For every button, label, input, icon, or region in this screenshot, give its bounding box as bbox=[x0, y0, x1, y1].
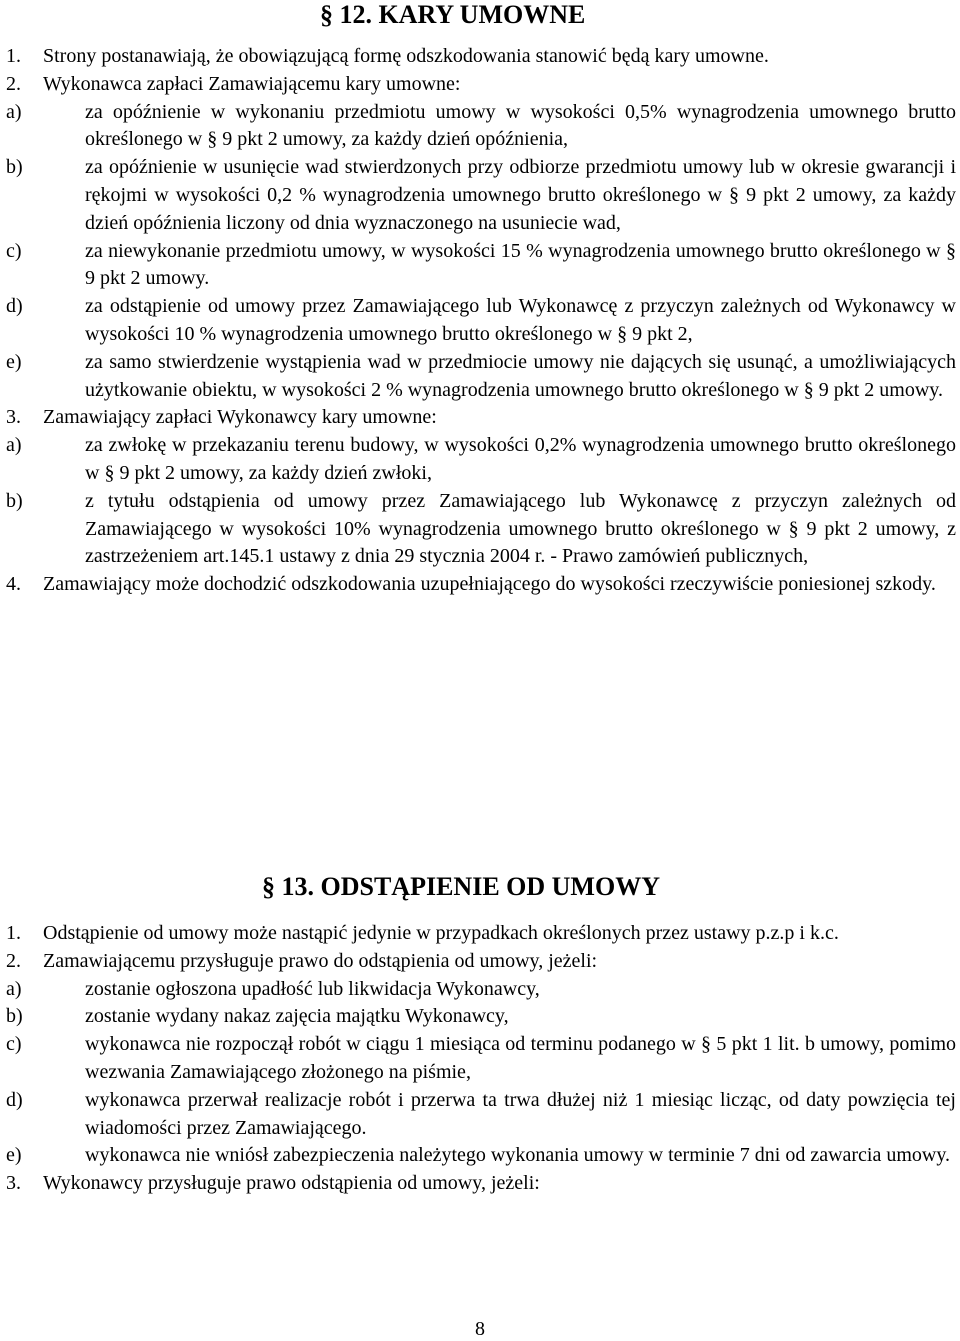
item-text: Zamawiający zapłaci Wykonawcy kary umowne: bbox=[43, 406, 437, 429]
section-12-item-4 bbox=[6, 571, 956, 599]
section-13-item-2-sub-a bbox=[6, 976, 956, 1004]
sub-label: c) bbox=[6, 239, 22, 262]
sub-label: d) bbox=[6, 1088, 23, 1111]
item-number: 2. bbox=[6, 72, 21, 95]
sub-text: zostanie ogłoszona upadłość lub likwidacja Wykonawcy, bbox=[85, 977, 540, 1000]
section-12-item-2-sub-b bbox=[6, 154, 956, 237]
section-12-item-3 bbox=[6, 404, 956, 432]
sub-label: a) bbox=[6, 100, 22, 123]
sub-label: e) bbox=[6, 350, 22, 373]
page-number: 8 bbox=[475, 1318, 485, 1340]
sub-text: za odstąpienie od umowy przez Zamawiającego lub Wykonawcę z przyczyn zależnych od Wykonawcy w wysokości 10 % wynagrodzenia umownego brutto określonego w § 9 pkt 2, bbox=[85, 295, 956, 345]
section-12-item-2 bbox=[6, 71, 956, 99]
sub-label: b) bbox=[6, 489, 23, 512]
section-13-list bbox=[6, 920, 956, 1198]
item-number: 2. bbox=[6, 949, 21, 972]
sub-label: a) bbox=[6, 977, 22, 1000]
item-number: 3. bbox=[6, 1172, 21, 1195]
sub-text: z tytułu odstąpienia od umowy przez Zamawiającego lub Wykonawcę z przyczyn zależnych od Zamawiającego w wysokości 10% wynagrodzenia umownego brutto określonego w § 9 pkt 2 umowy, z zastrzeżeniem art.145.1 ustawy z dnia 29 stycznia 2004 r. - Prawo zamówień publicznych, bbox=[85, 489, 956, 568]
item-text: Wykonawca zapłaci Zamawiającemu kary umowne: bbox=[43, 72, 461, 95]
section-13-title: § 13. ODSTĄPIENIE OD UMOWY bbox=[262, 872, 660, 901]
sub-text: za samo stwierdzenie wystąpienia wad w przedmiocie umowy nie dających się usunąć, a umożliwiających użytkowanie obiektu, w wysokości 2 % wynagrodzenia umownego brutto określonego w § 9 pkt 2 umowy. bbox=[85, 350, 956, 401]
item-text: Zamawiającemu przysługuje prawo do odstąpienia od umowy, jeżeli: bbox=[43, 949, 598, 972]
section-13-item-1 bbox=[6, 920, 956, 948]
section-13-item-2 bbox=[6, 948, 956, 976]
sub-label: b) bbox=[6, 1005, 23, 1028]
section-13-item-2-sub-b bbox=[6, 1003, 956, 1031]
item-text: Wykonawcy przysługuje prawo odstąpienia od umowy, jeżeli: bbox=[43, 1172, 540, 1195]
sub-label: c) bbox=[6, 1033, 22, 1056]
section-12-list bbox=[6, 43, 956, 599]
sub-label: d) bbox=[6, 295, 23, 318]
section-12-item-2-sub-a bbox=[6, 99, 956, 155]
sub-label: e) bbox=[6, 1144, 22, 1167]
item-text: Odstąpienie od umowy może nastąpić jedynie w przypadkach określonych przez ustawy p.z.p i k.c. bbox=[43, 922, 839, 944]
item-number: 1. bbox=[6, 922, 21, 944]
section-12-item-3-sub-a bbox=[6, 432, 956, 488]
section-12-item-2-sub-c bbox=[6, 238, 956, 294]
item-number: 1. bbox=[6, 45, 21, 67]
section-13-item-3 bbox=[6, 1170, 956, 1198]
sub-text: wykonawca przerwał realizacje robót i przerwa ta trwa dłużej niż 1 miesiąc licząc, od daty powzięcia tej wiadomości przez Zamawiającego. bbox=[85, 1088, 956, 1139]
item-text: Strony postanawiają, że obowiązującą formę odszkodowania stanowić będą kary umowne. bbox=[43, 45, 769, 67]
section-12-item-2-sub-d bbox=[6, 293, 956, 349]
section-12-item-3-sub-b bbox=[6, 488, 956, 571]
sub-text: za zwłokę w przekazaniu terenu budowy, w wysokości 0,2% wynagrodzenia umownego brutto określonego w § 9 pkt 2 umowy, za każdy dzień zwłoki, bbox=[85, 434, 956, 484]
sub-text: wykonawca nie wniósł zabezpieczenia należytego wykonania umowy w terminie 7 dni od zawarcia umowy. bbox=[85, 1144, 951, 1167]
item-text: Zamawiający może dochodzić odszkodowania uzupełniającego do wysokości rzeczywiście poniesionej szkody. bbox=[43, 573, 936, 596]
sub-label: b) bbox=[6, 156, 23, 179]
section-12-item-1 bbox=[6, 43, 956, 71]
sub-text: zostanie wydany nakaz zajęcia majątku Wykonawcy, bbox=[85, 1005, 509, 1028]
section-13-item-2-sub-d bbox=[6, 1087, 956, 1143]
item-number: 4. bbox=[6, 573, 21, 596]
sub-text: za niewykonanie przedmiotu umowy, w wysokości 15 % wynagrodzenia umownego brutto określonego w § 9 pkt 2 umowy. bbox=[85, 239, 956, 290]
sub-text: za opóźnienie w usunięcie wad stwierdzonych przy odbiorze przedmiotu umowy lub w okresie gwarancji i rękojmi w wysokości 0,2 % wynagrodzenia umownego brutto określonego w § 9 pkt 2 umowy, za każdy dzień opóźnienia liczony od dnia wyznaczonego na usuniecie wad, bbox=[85, 156, 956, 234]
section-13-item-2-sub-e bbox=[6, 1142, 956, 1170]
sub-label: a) bbox=[6, 434, 22, 457]
item-number: 3. bbox=[6, 406, 21, 429]
section-13-item-2-sub-c bbox=[6, 1031, 956, 1087]
sub-text: wykonawca nie rozpoczął robót w ciągu 1 miesiąca od terminu podanego w § 5 pkt 1 lit. b umowy, pomimo wezwania Zamawiającego złożonego na piśmie, bbox=[85, 1033, 956, 1083]
sub-text: za opóźnienie w wykonaniu przedmiotu umowy w wysokości 0,5% wynagrodzenia umownego brutto określonego w § 9 pkt 2 umowy, za każdy dzień opóźnienia, bbox=[85, 100, 956, 151]
section-12-title: § 12. KARY UMOWNE bbox=[320, 0, 586, 29]
section-12-item-2-sub-e bbox=[6, 349, 956, 405]
